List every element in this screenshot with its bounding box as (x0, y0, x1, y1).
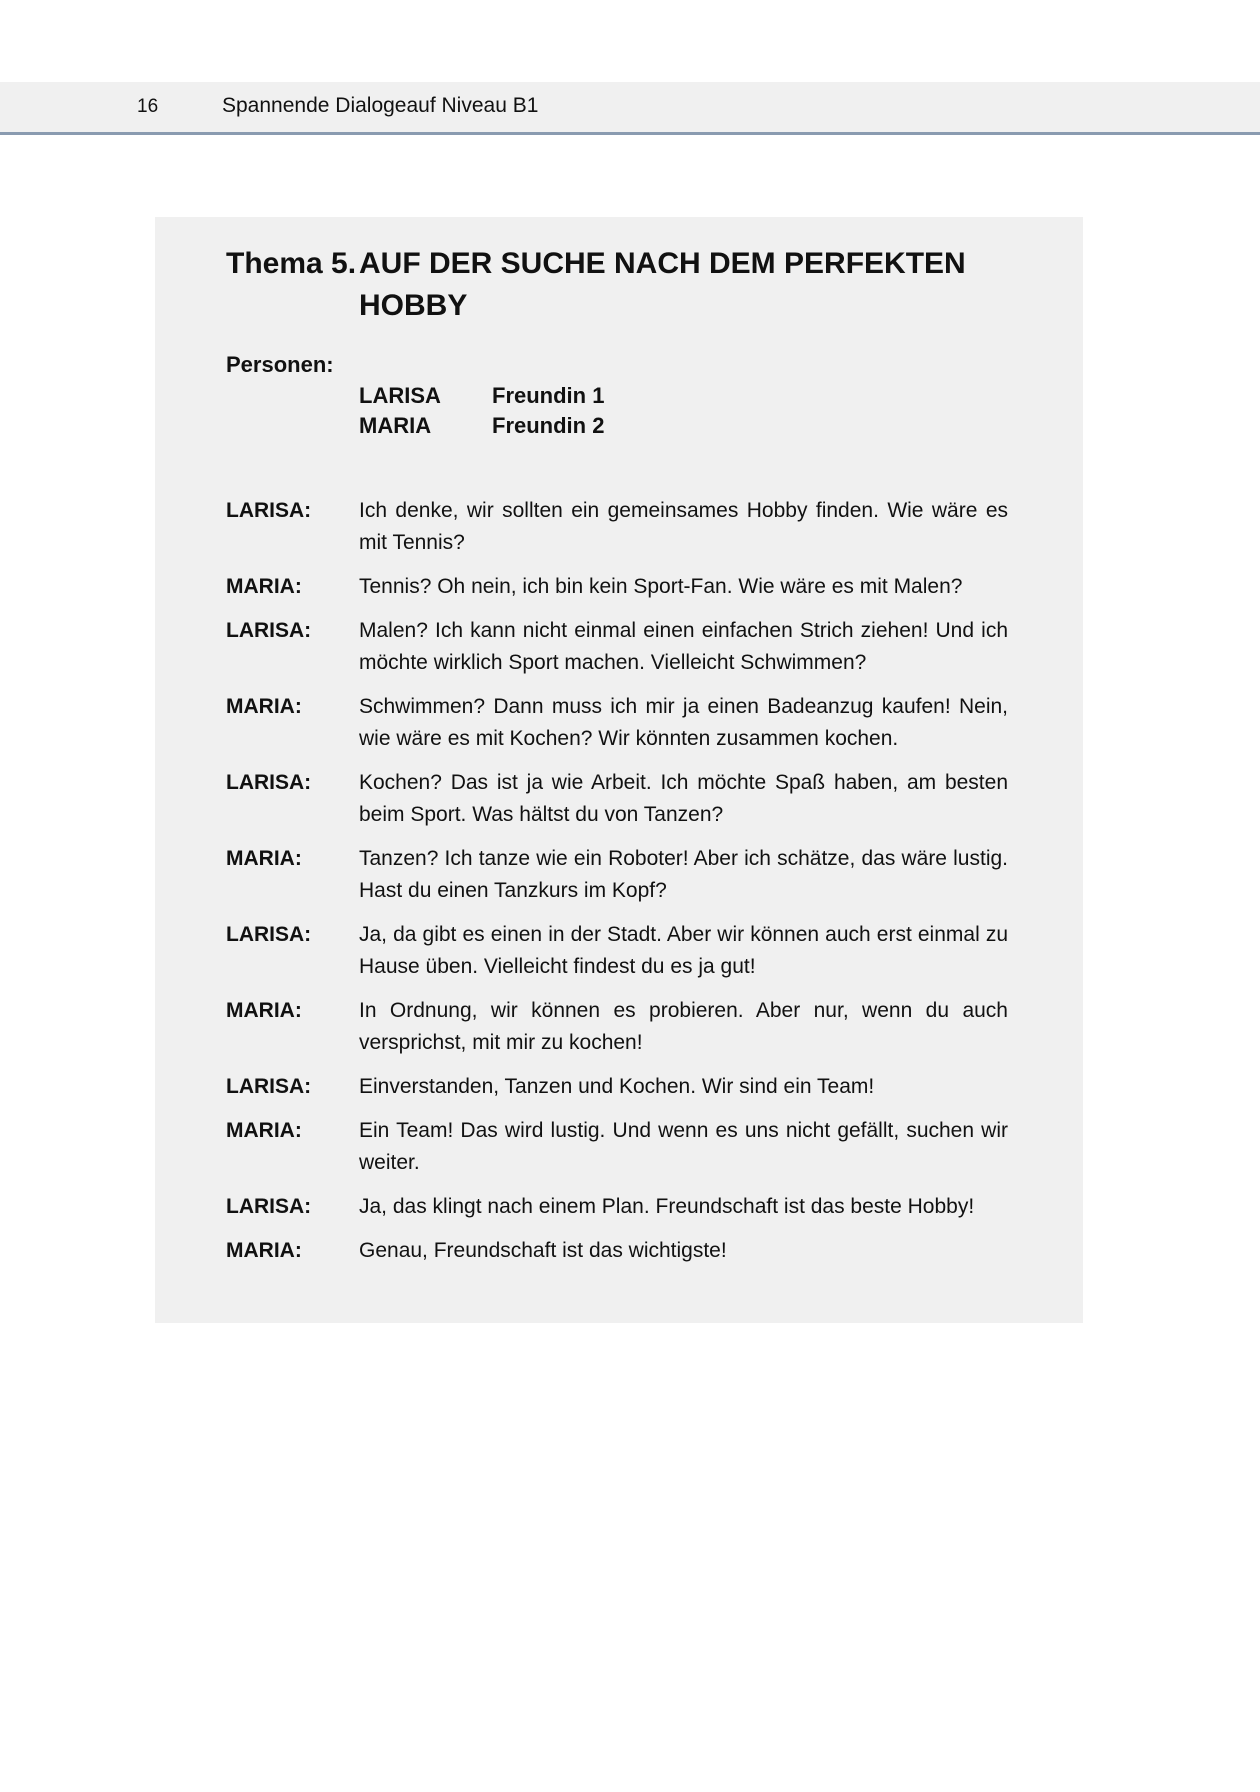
cast-list (359, 381, 604, 441)
speaker-name: MARIA: (226, 695, 302, 718)
cast-name: MARIA (359, 413, 432, 438)
dialogue-line (226, 767, 1008, 831)
speaker-name: LARISA: (226, 771, 312, 794)
dialogue-line (226, 1115, 1008, 1179)
cast-role: Freundin 1 (492, 383, 605, 408)
speech-text: Ja, da gibt es einen in der Stadt. Aber wir können auch erst einmal zu Hause üben. Vielleicht findest du es ja gut! (359, 923, 1008, 978)
personen-label: Personen: (226, 352, 334, 377)
speaker-name: LARISA: (226, 1075, 312, 1098)
speaker-name: LARISA: (226, 499, 312, 522)
cast-name: LARISA (359, 383, 441, 408)
speaker-name: MARIA: (226, 847, 302, 870)
page-number: 16 (137, 96, 159, 117)
speaker-name: MARIA: (226, 999, 302, 1022)
speaker-name: MARIA: (226, 1239, 302, 1262)
topic-title: AUF DER SUCHE NACH DEM PERFEKTEN HOBBY (359, 247, 966, 322)
dialogue-line (226, 1235, 1008, 1267)
topic-number: Thema 5. (226, 247, 357, 280)
speaker-name: MARIA: (226, 575, 302, 598)
dialogue-line (226, 615, 1008, 679)
cast-row (359, 381, 604, 411)
dialogue-line (226, 571, 1008, 603)
running-header-band (0, 82, 1260, 135)
dialogue-line (226, 995, 1008, 1059)
speech-text: Ich denke, wir sollten ein gemeinsames Hobby finden. Wie wäre es mit Tennis? (359, 499, 1008, 554)
cast-role: Freundin 2 (492, 413, 605, 438)
cast-row (359, 411, 604, 441)
dialogue-line (226, 495, 1008, 559)
speech-text: Kochen? Das ist ja wie Arbeit. Ich möchte Spaß haben, am besten beim Sport. Was hältst du von Tanzen? (359, 771, 1008, 826)
dialogue-line (226, 691, 1008, 755)
speech-text: Tanzen? Ich tanze wie ein Roboter! Aber ich schätze, das wäre lustig. Hast du einen Tanzkurs im Kopf? (359, 847, 1008, 902)
speaker-name: LARISA: (226, 1195, 312, 1218)
dialogue-line (226, 919, 1008, 983)
dialogue-line (226, 1071, 1008, 1103)
speech-text: Malen? Ich kann nicht einmal einen einfachen Strich ziehen! Und ich möchte wirklich Sport machen. Vielleicht Schwimmen? (359, 619, 1008, 674)
speech-text: Tennis? Oh nein, ich bin kein Sport-Fan. Wie wäre es mit Malen? (359, 575, 963, 598)
dialogue-box (155, 217, 1083, 1323)
speech-text: Ja, das klingt nach einem Plan. Freundschaft ist das beste Hobby! (359, 1195, 975, 1218)
speaker-name: MARIA: (226, 1119, 302, 1142)
dialogue-line (226, 1191, 1008, 1223)
speech-text: Genau, Freundschaft ist das wichtigste! (359, 1239, 727, 1262)
speech-text: Einverstanden, Tanzen und Kochen. Wir sind ein Team! (359, 1075, 875, 1098)
speaker-name: LARISA: (226, 923, 312, 946)
running-title: Spannende Dialogeauf Niveau B1 (222, 94, 539, 117)
speech-text: In Ordnung, wir können es probieren. Aber nur, wenn du auch versprichst, mit mir zu kochen! (359, 999, 1008, 1054)
speech-text: Schwimmen? Dann muss ich mir ja einen Badeanzug kaufen! Nein, wie wäre es mit Kochen? Wir könnten zusammen kochen. (359, 695, 1008, 750)
dialogue-lines (226, 495, 1008, 1279)
speech-text: Ein Team! Das wird lustig. Und wenn es uns nicht gefällt, suchen wir weiter. (359, 1119, 1008, 1174)
speaker-name: LARISA: (226, 619, 312, 642)
dialogue-line (226, 843, 1008, 907)
